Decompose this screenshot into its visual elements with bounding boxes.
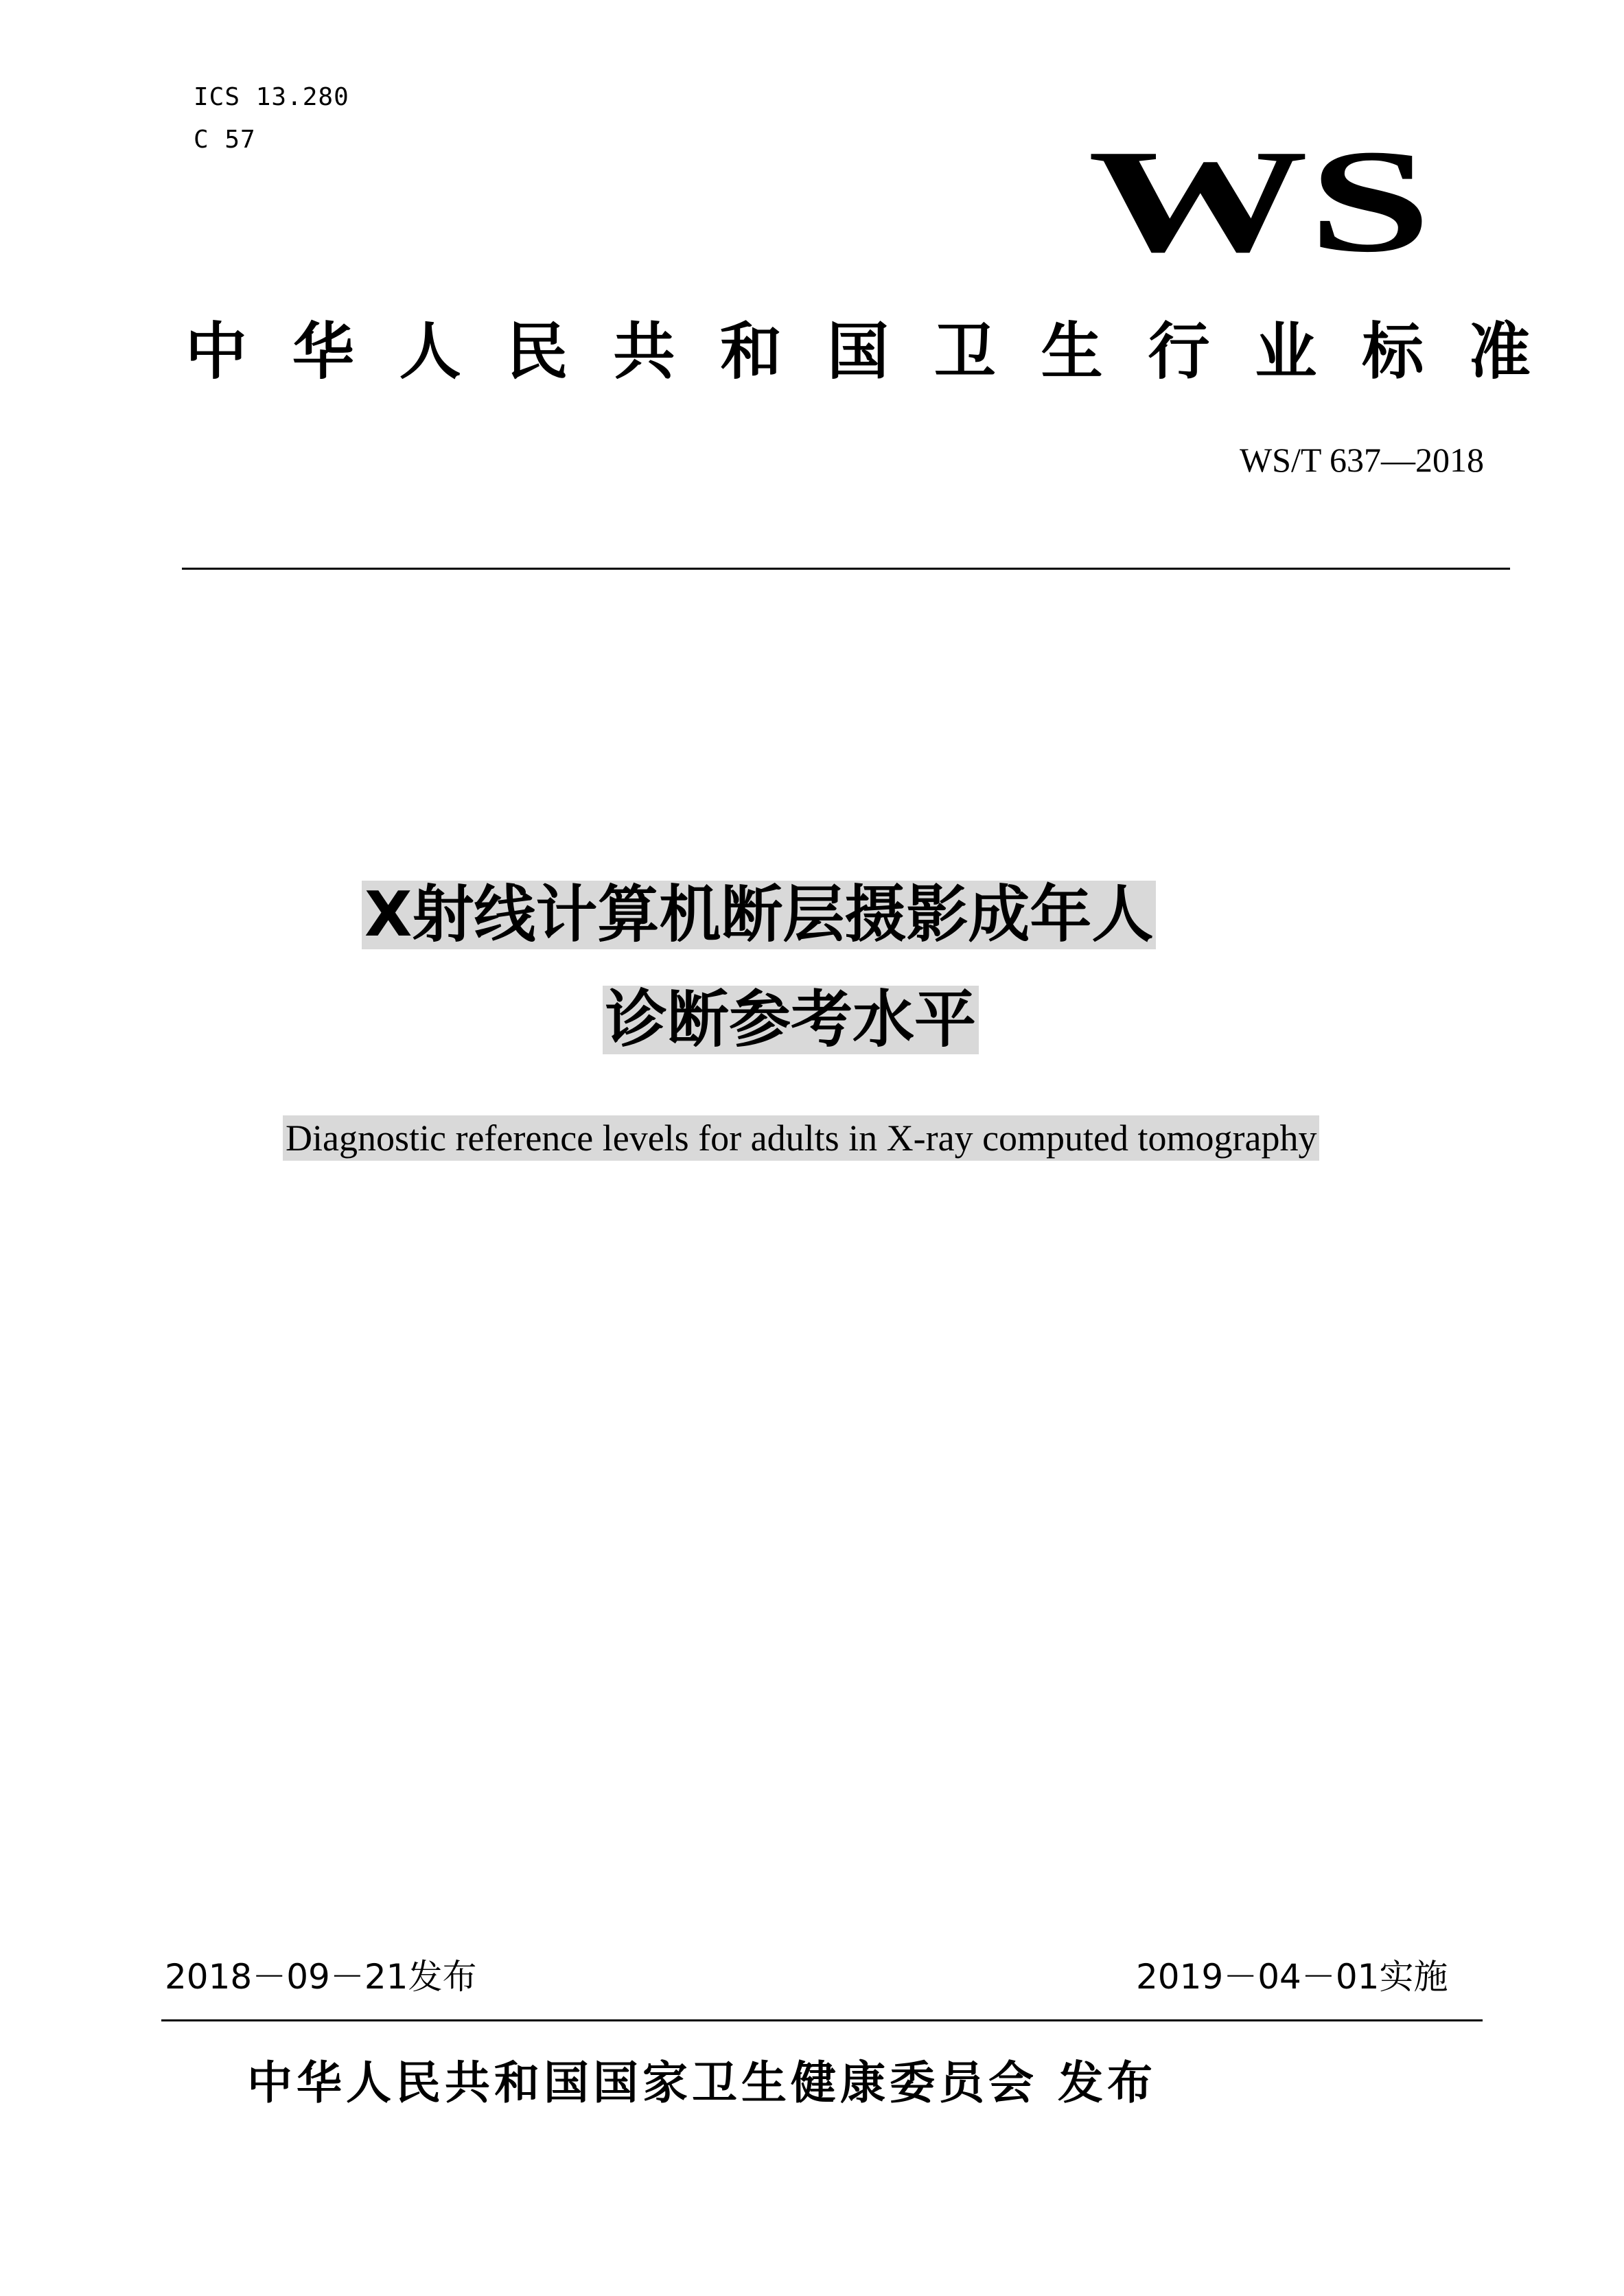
- standard-category-title: [185, 314, 1531, 390]
- category-char: 和: [720, 316, 782, 388]
- standard-number: WS/T 637—2018: [1239, 441, 1484, 479]
- category-char: 业: [1255, 316, 1317, 388]
- ccs-code: C 57: [194, 126, 256, 154]
- category-char: 准: [1468, 316, 1531, 388]
- implementation-date: 2019－04－01实施: [1136, 1957, 1448, 1997]
- ics-code: ICS 13.280: [194, 83, 349, 111]
- category-char: 卫: [933, 316, 996, 388]
- ws-logo: [1081, 134, 1438, 271]
- svg-text:WS: WS: [1088, 134, 1431, 271]
- publisher: 中华人民共和国国家卫生健康委员会 发布: [247, 2056, 1157, 2109]
- category-char: 行: [1148, 316, 1210, 388]
- category-char: 共: [613, 316, 675, 388]
- category-char: 国: [826, 316, 889, 388]
- title-zh-line2: 诊断参考水平: [603, 986, 979, 1054]
- category-char: 人: [399, 316, 461, 388]
- footer-divider: [161, 2019, 1483, 2021]
- category-char: 民: [506, 316, 568, 388]
- title-zh-line1: X射线计算机断层摄影成年人: [362, 881, 1156, 949]
- issue-date: 2018－09－21发布: [165, 1957, 477, 1997]
- category-char: 生: [1041, 316, 1103, 388]
- category-char: 标: [1362, 316, 1424, 388]
- category-char: 中: [185, 316, 247, 388]
- category-char: 华: [292, 316, 354, 388]
- header-divider: [182, 568, 1510, 570]
- title-en: Diagnostic reference levels for adults in X-ray computed tomography: [283, 1115, 1319, 1161]
